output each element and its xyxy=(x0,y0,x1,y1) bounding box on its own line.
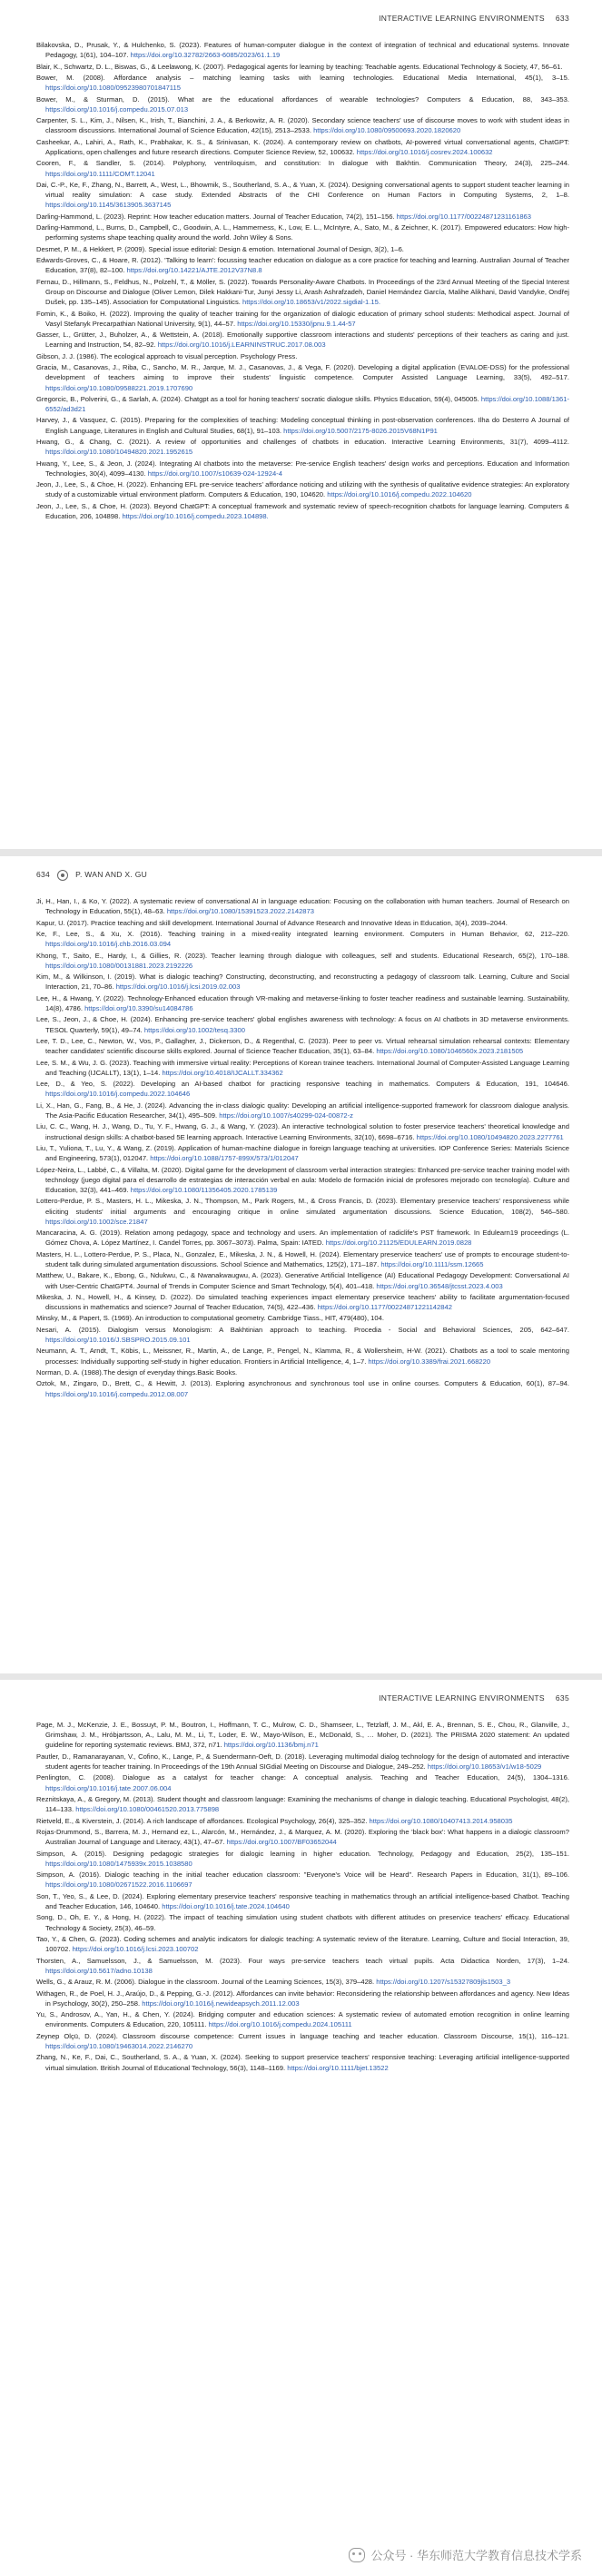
doi-link[interactable]: https://doi.org/10.1080/10494820.2021.1952615 xyxy=(45,448,193,457)
doi-link[interactable]: https://doi.org/10.1080/09500693.2020.1820620 xyxy=(313,126,461,135)
reference-entry xyxy=(36,1165,569,1196)
reference-entry xyxy=(36,1934,569,1954)
publisher-logo-icon xyxy=(57,870,68,881)
doi-link[interactable]: https://doi.org/10.1016/J.SBSPRO.2015.09.101 xyxy=(45,1336,191,1345)
reference-entry xyxy=(36,1079,569,1099)
doi-link[interactable]: https://doi.org/10.1177/00224871231161863 xyxy=(396,212,531,221)
doi-link[interactable]: https://doi.org/10.1016/j.lcsi.2023.100702 xyxy=(72,1945,199,1954)
reference-entry xyxy=(36,351,569,361)
reference-entry xyxy=(36,394,569,414)
doi-link[interactable]: https://doi.org/10.1177/00224871221142842 xyxy=(317,1303,452,1312)
reference-entry xyxy=(36,1143,569,1163)
reference-text: Lee, H., & Hwang, Y. (2022). Technology-Enhanced education through VR-making and metaverse-linking to foster teacher readiness and sustainable learning. Sustainability, 14(8), 4786. xyxy=(36,993,569,1012)
doi-link[interactable]: https://doi.org/10.1016/j.compedu.2012.08.007 xyxy=(45,1389,189,1398)
doi-link[interactable]: https://doi.org/10.1016/j.compedu.2022.104620 xyxy=(327,490,472,499)
reference-entry xyxy=(36,1249,569,1269)
doi-link[interactable]: https://doi.org/10.1002/sce.21847 xyxy=(45,1217,148,1226)
reference-entry xyxy=(36,1816,569,1826)
reference-entry xyxy=(36,972,569,992)
reference-text: Gregorcic, B., Polverini, G., & Sarlah, A. (2024). Chatgpt as a tool for honing teachers' socratic dialogue skills. Physics Education, 59(4), 045005. xyxy=(36,394,481,403)
reference-entry xyxy=(36,415,569,435)
reference-entry xyxy=(36,362,569,393)
reference-text: Lottero-Perdue, P. S., Masters, H. L., Mikeska, J. N., Thompson, M., Park Rogers, M., & Cross Francis, D. (2023). Elementary preservice teachers' responsiveness while eliciting students' initial arguments and encouraging critique in online simulated argumentation discussions. Science Education, 108(2), 546–580. xyxy=(36,1197,569,1216)
reference-text: Bower, M., & Sturman, D. (2015). What are the educational affordances of wearable technologies? Computers & Education, 88, 343–353. xyxy=(36,94,569,104)
doi-link[interactable]: https://doi.org/10.1007/BF03652044 xyxy=(226,1838,337,1847)
reference-text: Yu, S., Androsov, A., Yan, H., & Chen, Y. (2024). Bridging computer and education sciences: A systematic review of automated emotion recognition in online learning environments. Computers & Education, 220, 105111. xyxy=(36,2010,569,2029)
wechat-watermark xyxy=(349,2546,582,2563)
reference-entry xyxy=(36,1121,569,1141)
reference-entry xyxy=(36,255,569,275)
reference-entry xyxy=(36,1956,569,1976)
page-633 xyxy=(0,0,602,849)
reference-entry xyxy=(36,1772,569,1792)
reference-entry xyxy=(36,1313,569,1323)
reference-text: Simpson, A. (2015). Designing pedagogic strategies for dialogic learning in higher education. Technology, Pedagogy and Education, 25(2), 135–151. xyxy=(36,1849,569,1858)
reference-entry xyxy=(36,1270,569,1290)
reference-text: Tao, Y., & Chen, G. (2023). Coding schemes and analytic indicators for dialogic teaching: A systematic review of the literature. Learning, Culture and Social Interaction, 39, 100702. xyxy=(36,1934,569,1954)
reference-text: Desmet, P. M., & Hekkert, P. (2009). Special issue editorial: Design & emotion. International Journal of Design, 3(2), 1–6. xyxy=(36,244,404,253)
doi-link[interactable]: https://doi.org/10.32782/2663-6085/2023/61.1.19 xyxy=(130,51,281,60)
doi-link[interactable]: https://doi.org/10.5617/adno.10138 xyxy=(45,1966,153,1975)
reference-text: Kim, M., & Wilkinson, I. (2019). What is dialogic teaching? Constructing, deconstructing, and reconstructing a pedagogy of classroom talk. Learning, Culture and Social Interaction, 21, 70–86. xyxy=(36,972,569,992)
reference-text: Hwang, Y., Lee, S., & Jeon, J. (2024). Integrating AI chatbots into the metaverse: Pre-service English teachers' design works and perceptions. Education and Information Technologies, 30(4), 4099–4130. xyxy=(36,459,569,478)
reference-entry xyxy=(36,2009,569,2029)
doi-link[interactable]: https://doi.org/10.1080/00131881.2023.2192226 xyxy=(45,961,193,970)
reference-text: Rojas-Drummond, S., Barrera, M. J., Hernand ez, L., Alarcón, M., Hernández, J., & Marquez, A. M. (2020). Exploring the 'black box': What happens in a dialogic classroom? Australian Journal of Language and Literacy, 43(1), 47–67. xyxy=(36,1827,569,1847)
reference-text: Casheekar, A., Lahiri, A., Rath, K., Prabhakar, K. S., & Srinivasan, K. (2024). A contemporary review on chatbots, AI-powered virtual conversational agents, ChatGPT: Applications, open challenges and future research directions. Computer Science Review, 52, 100632. xyxy=(36,137,569,156)
doi-link[interactable]: https://doi.org/10.1080/1475939x.2015.1038580 xyxy=(45,1859,192,1868)
reference-entry xyxy=(36,212,569,222)
reference-entry xyxy=(36,2031,569,2051)
reference-entry xyxy=(36,479,569,499)
reference-text: Ji, H., Han, I., & Ko, Y. (2022). A systematic review of conversational AI in language education: Focusing on the collaboration with human teachers. Journal of Research on Technology in Education, 55(1), 48–63. xyxy=(36,897,569,916)
doi-link[interactable]: https://doi.org/10.14221/AJTE.2012V37N8.8 xyxy=(126,266,262,275)
doi-link[interactable]: https://doi.org/10.1016/j.tate.2007.06.004 xyxy=(45,1783,172,1792)
reference-entry xyxy=(36,244,569,254)
doi-link[interactable]: https://doi.org/10.1080/09523980701847115 xyxy=(45,84,181,93)
reference-text: López-Neira, L., Labbé, C., & Villalta, M. (2020). Digital game for the development of classroom verbal interaction strategies: Enhanced pre-service teacher training model with technology (juego digital para el desarrollo de estrategias de interacción verbal en aula: Modelo de formación inicial de profesores mejorado con tecnología). Culture and Education, 32(3), 441–469. xyxy=(36,1165,569,1194)
reference-entry xyxy=(36,1378,569,1398)
doi-link[interactable]: https://doi.org/10.1088/1757-899X/573/1/012047 xyxy=(150,1154,299,1163)
reference-text: Bower, M. (2008). Affordance analysis – matching learning tasks with learning technologies. Educational Media International, 45(1), 3–15. xyxy=(36,73,569,82)
page-number: 633 xyxy=(555,14,569,23)
reference-entry xyxy=(36,2052,569,2072)
reference-text: Li, X., Han, G., Fang, B., & He, J. (2024). Advancing the in-class dialogic quality: Developing an artificial intelligence-supported framework for classroom dialogue analysis. The Asia-Pacific Education Researcher, 34(1), 495–509. xyxy=(36,1100,569,1120)
reference-entry xyxy=(36,1977,569,1987)
reference-text: Neumann, A. T., Arndt, T., Köbis, L., Meissner, R., Martin, A., de Lange, P., Pengel, N., Klamma, R., & Wollersheim, H-W. (2021). Chatbots as a tool to scale mentoring processes: Individually supporting self-study in higher education. Frontiers in Artificial Intelligence, 4, 1–7. xyxy=(36,1347,569,1366)
reference-text: Darling-Hammond, L. (2023). Reprint: How teacher education matters. Journal of Teacher Education, 74(2), 151–156. xyxy=(36,212,397,221)
doi-link[interactable]: https://doi.org/10.1016/j.cosrev.2024.100632 xyxy=(356,147,493,156)
reference-entry xyxy=(36,62,569,72)
reference-entry xyxy=(36,1989,569,2008)
reference-entry xyxy=(36,94,569,114)
reference-text: Gasser, L., Grütter, J., Buholzer, A., & Wettstein, A. (2018). Emotionally supportive classroom interactions and students' perceptions of their teachers as caring and just. Learning and Instruction, 54, 82–92. xyxy=(36,331,569,350)
reference-entry xyxy=(36,1720,569,1751)
reference-text: Zhang, N., Ke, F., Dai, C., Southerland, S. A., & Yuan, X. (2024). Seeking to support preservice teachers' responsive teaching: Leveraging artificial intelligence-supported virtual simulation. British Journal of Educational Technology, 56(3), 1148–1169. xyxy=(36,2053,569,2072)
reference-text: Oztok, M., Zingaro, D., Brett, C., & Hewitt, J. (2013). Exploring asynchronous and synchronous tool use in online courses. Computers & Education, 60(1), 87–94. xyxy=(36,1379,569,1388)
reference-text: Mikeska, J. N., Howell, H., & Kinsey, D. (2022). Do simulated teaching experiences impact elementary preservice teachers' ability to facilitate argumentation-focused discussions in mathematics and science? Journal of Teacher Education, 74(5), 422–436. xyxy=(36,1292,569,1312)
journal-title: INTERACTIVE LEARNING ENVIRONMENTS xyxy=(379,1693,545,1703)
reference-entry xyxy=(36,1228,569,1248)
reference-text: Jeon, J., Lee, S., & Choe, H. (2023). Beyond ChatGPT: A conceptual framework and systematic review of speech-recognition chatbots for language learning. Computers & Education, 206, 104898. xyxy=(36,501,569,521)
reference-text: Bilakovska, D., Prusak, Y., & Hulchenko, S. (2023). Features of human-computer dialogue in the context of integration of technical and educational systems. Innovate Pedagogy, 1(61), 104–107. xyxy=(36,41,569,60)
reference-entry xyxy=(36,1891,569,1911)
doi-link[interactable]: https://doi.org/10.1080/09588221.2019.1707690 xyxy=(45,383,193,392)
reference-text: Lee, T. D., Lee, C., Newton, W., Vos, P., Gallagher, J., Dickerson, D., & Regenthal, C. (2023). Peer to peer vs. Virtual rehearsal simulation rehearsal contexts: Elementary teacher candidates' scientific discourse skills explored. Journal of Science Teacher Education, 35(1), 63–84. xyxy=(36,1036,569,1056)
reference-text: Edwards-Groves, C., & Hoare, R. (2012). 'Talking to learn': focussing teacher education on dialogue as a core practice for teaching and learning. Australian Journal of Teacher Education, 37(8), 82–100. xyxy=(36,256,569,275)
reference-text: Thorsten, A., Samuelsson, J., & Samuelsson, M. (2023). Four ways pre-service teachers teach virtual pupils. Acta Didactica Norden, 17(3), 1–24. xyxy=(36,1956,569,1965)
reference-entry xyxy=(36,918,569,928)
wechat-icon xyxy=(349,2548,365,2562)
doi-link[interactable]: https://doi.org/10.1016/j.compedu.2023.104898. xyxy=(122,512,269,521)
reference-entry xyxy=(36,1849,569,1869)
doi-link[interactable]: https://doi.org/10.1016/j.compedu.2015.07.013 xyxy=(45,104,189,114)
doi-link[interactable]: https://doi.org/10.1080/00461520.2013.775898 xyxy=(75,1805,220,1814)
doi-link[interactable]: https://doi.org/10.1080/10494820.2023.2277761 xyxy=(416,1132,564,1141)
reference-text: Harvey, J., & Vasquez, C. (2015). Preparing for the complexities of teaching: Modeling conceptual thinking in post-observation conferences. Ilha do Desterro A Journal of English Language, Literatures in English and Cultural Studies, 68(1), 91–103. xyxy=(36,416,569,435)
reference-text: Lee, S. M., & Wu, J. G. (2023). Teaching with immersive virtual reality: Perceptions of Korean trainee teachers. International Journal of Computer-Assisted Language Learning and Teaching (IJCALLT), 13(1), 1–14. xyxy=(36,1058,569,1077)
doi-link[interactable]: https://doi.org/10.1111/COMT.12041 xyxy=(45,169,155,178)
reference-list xyxy=(36,40,569,521)
reference-entry xyxy=(36,929,569,949)
reference-entry xyxy=(36,1912,569,1932)
reference-text: Masters, H. L., Lottero-Perdue, P. S., Placa, N., Gonzalez, E., Mikeska, J. N., & Howell, H. (2024). Elementary preservice teachers' use of prompts to encourage student-to-student talk during simulated argumentation discussions. School Science and Mathematics, 125(2), 171–187. xyxy=(36,1249,569,1268)
reference-text: Lee, D., & Yeo, S. (2022). Developing an AI-based chatbot for practicing responsive teaching in mathematics. Computers & Education, 191, 104646. xyxy=(36,1080,569,1089)
page-634 xyxy=(0,856,602,1673)
doi-link[interactable]: https://doi.org/10.1080/19463014.2022.2146270 xyxy=(45,2041,193,2050)
reference-text: Reznitskaya, A., & Gregory, M. (2013). Student thought and classroom language: Examining the mechanisms of change in dialogic teaching. Educational Psychologist, 48(2), 114–133. xyxy=(36,1794,569,1814)
reference-text: Jeon, J., Lee, S., & Choe, H. (2022). Enhancing EFL pre-service teachers' affordance noticing and utilizing with the synthesis of qualitative evidence strategies: An exploratory study of a customizable virtual environment platform. Computers & Education, 190, 104620. xyxy=(36,480,569,499)
reference-entry xyxy=(36,951,569,971)
reference-text: Liu, T., Yuliona, T., Lu, Y., & Wang, Z. (2019). Application of human-machine dialogue in foreign language teaching at universities. IOP Conference Series: Materials Science and Engineering, 573(1), 012047. xyxy=(36,1143,569,1163)
reference-entry xyxy=(36,1036,569,1056)
reference-entry xyxy=(36,115,569,135)
doi-link[interactable]: https://doi.org/10.1007/s40299-024-00872-z xyxy=(219,1110,353,1120)
page-635 xyxy=(0,1680,602,2576)
journal-title: INTERACTIVE LEARNING ENVIRONMENTS xyxy=(379,14,545,23)
reference-entry xyxy=(36,501,569,521)
reference-text: Withagen, R., de Poel, H. J., Araújo, D., & Pepping, G.-J. (2012). Affordances can invite behavior: Reconsidering the relationship between affordances and agency. New Ideas in Psychology, 30(2), 250–258. xyxy=(36,1989,569,2008)
reference-text: Darling-Hammond, L., Burns, D., Campbell, C., Goodwin, A. L., Hammerness, K., Low, E. L., McIntyre, A., Sato, M., & Zeichner, K. (2017). Empowered educators: How high-performing systems shape teaching quality around the world. John Wiley & Sons. xyxy=(36,223,569,242)
reference-text: Simpson, A. (2016). Dialogic teaching in the initial teacher education classroom: "Everyone's Voice will be Heard". Research Papers in Education, 31(1), 89–106. xyxy=(36,1870,569,1880)
doi-link[interactable]: https://doi.org/10.1145/3613905.3637145 xyxy=(45,201,172,210)
reference-entry xyxy=(36,1292,569,1312)
doi-link[interactable]: https://doi.org/10.1016/j.chb.2016.03.094 xyxy=(45,940,172,949)
doi-link[interactable]: https://doi.org/10.1080/1046560x.2023.2181505 xyxy=(376,1047,524,1056)
reference-text: Rietveld, E., & Kiverstein, J. (2014). A rich landscape of affordances. Ecological Psychology, 26(4), 325–352. xyxy=(36,1816,370,1825)
doi-link[interactable]: https://doi.org/10.3390/su14084786 xyxy=(84,1003,193,1012)
reference-text: Lee, S., Jeon, J., & Choe, H. (2024). Enhancing pre-service teachers' global englishes awareness with technology: A focus on AI chatbots in 3D metaverse environments. TESOL Quarterly, 59(1), 49–74. xyxy=(36,1015,569,1034)
reference-text: Minsky, M., & Papert, S. (1969). An introduction to computational geometry. Cambridge Tiass., HIT, 479(480), 104. xyxy=(36,1314,384,1323)
reference-entry xyxy=(36,330,569,350)
reference-text: Mancaracina, A. G. (2019). Relation among pedagogy, space and technology and users. An implementation of radiclife's PST framework. In Edulearn19 proceedings (L. Gómez Chova, A. López Martínez, I. Candel Torres, pp. 3067–3073). Palma, Spain: IATED. xyxy=(36,1229,569,1248)
doi-link[interactable]: https://doi.org/10.15330/jpnu.9.1.44-57 xyxy=(237,319,356,328)
reference-text: Song, D., Oh, E. Y., & Hong, H. (2022). The impact of teaching simulation using student chatbots with different attitudes on preservice teachers' efficacy. Educational Technology & Society, 25(3), 46–59. xyxy=(36,1913,569,1932)
doi-link[interactable]: https://doi.org/10.1016/j.tate.2024.104640 xyxy=(162,1901,290,1910)
doi-link[interactable]: https://doi.org/10.1136/bmj.n71 xyxy=(223,1741,319,1750)
doi-link[interactable]: https://doi.org/10.3389/frai.2021.668220 xyxy=(368,1357,491,1366)
reference-entry xyxy=(36,459,569,479)
doi-link[interactable]: https://doi.org/10.1016/j.compedu.2022.104646 xyxy=(45,1090,191,1099)
doi-link[interactable]: https://doi.org/10.21125/EDULEARN.2019.0828 xyxy=(325,1239,472,1248)
reference-text: Matthew, U., Bakare, K., Ebong, G., Ndukwu, C., & Nwanakwaugwu, A. (2023). Generative Artificial Intelligence (AI) Educational Pedagogy Development: Conversational AI with User-Centric ChatGPT4. Journal of Trends in Computer Science and Smart Technology, 5(4), 401–418. xyxy=(36,1271,569,1290)
reference-text: Khong, T., Saito, E., Hardy, I., & Gillies, R. (2023). Teacher learning through dialogue with colleagues, self and students. Educational Research, 65(2), 170–188. xyxy=(36,951,569,960)
reference-entry xyxy=(36,1100,569,1120)
reference-list xyxy=(36,896,569,1399)
reference-entry xyxy=(36,1367,569,1377)
reference-text: Nesari, A. (2015). Dialogism versus Monologism: A Bakhtinian approach to teaching. Procedia - Social and Behavioral Sciences, 205, 642–647. xyxy=(36,1325,569,1334)
reference-entry xyxy=(36,1014,569,1034)
doi-link[interactable]: https://doi.org/10.1080/15391523.2022.2142873 xyxy=(166,907,314,916)
doi-link[interactable]: https://doi.org/10.36548/jtcsst.2023.4.003 xyxy=(376,1281,503,1290)
doi-link[interactable]: https://doi.org/10.1016/j.compedu.2024.105111 xyxy=(208,2020,352,2029)
reference-entry xyxy=(36,137,569,157)
reference-entry xyxy=(36,158,569,178)
reference-entry xyxy=(36,1794,569,1814)
reference-entry xyxy=(36,1346,569,1366)
doi-link[interactable]: https://doi.org/10.1016/j.LEARNINSTRUC.2017.08.003 xyxy=(157,341,326,350)
doi-link[interactable]: https://doi.org/10.4018/IJCALLT.334362 xyxy=(162,1068,283,1077)
doi-link[interactable]: https://doi.org/10.1016/j.newideapsych.2011.12.003 xyxy=(142,1999,300,2008)
doi-link[interactable]: https://doi.org/10.1002/tesq.3300 xyxy=(143,1025,245,1034)
reference-text: Gracia, M., Casanovas, J., Riba, C., Sancho, M. R., Jarque, M. J., Casanovas, J., & Vega, F. (2020). Developing a digital application (EVALOE-DSS) for the professional development of teachers aiming to improve their students' linguistic competence. Computer Assisted Language Learning, 33(5), 492–517. xyxy=(36,363,569,382)
reference-entry xyxy=(36,1870,569,1890)
reference-text: Carpenter, S. L., Kim, J., Nilsen, K., Irish, T., Bianchini, J. A., & Berkowitz, A. R. (2020). Secondary science teachers' use of discourse moves to work with student ideas in classroom discussions. International Journal of Science Education, 42(15), 2513–2533. xyxy=(36,116,569,135)
doi-link[interactable]: https://doi.org/10.1016/j.lcsi.2019.02.003 xyxy=(115,982,241,992)
page-number: 635 xyxy=(555,1693,569,1703)
reference-entry xyxy=(36,1196,569,1227)
doi-link[interactable]: https://doi.org/10.1207/s15327809jls1503_3 xyxy=(376,1978,511,1987)
reference-entry xyxy=(36,1752,569,1772)
reference-text: Blair, K., Schwartz, D. L., Biswas, G., & Leelawong, K. (2007). Pedagogical agents for learning by teaching: Teachable agents. Educational Technology & Society, 47, 56–61. xyxy=(36,62,563,71)
running-header xyxy=(36,0,569,36)
reference-entry xyxy=(36,1058,569,1078)
doi-link[interactable]: https://doi.org/10.1080/02671522.2016.1106697 xyxy=(45,1880,192,1890)
doi-link[interactable]: https://doi.org/10.1080/10407413.2014.958035 xyxy=(369,1816,513,1825)
reference-entry xyxy=(36,1325,569,1345)
reference-entry xyxy=(36,73,569,93)
reference-text: Dai, C.-P., Ke, F., Zhang, N., Barrett, A., West, L., Bhowmik, S., Southerland, S. A., & Yuan, X. (2024). Designing conversational agents to support student teacher learning in virtual reality simulation: A case study. Extended Abstracts of the CHI Conference on Human Factors in Computing Systems, 2, 1–8. xyxy=(36,180,569,200)
reference-text: Liu, C. C., Wang, H. J., Wang, D., Tu, Y. F., Hwang, G. J., & Wang, Y. (2023). An interactive technological solution to foster preservice teachers' theoretical knowledge and instructional design skills: A chatbot-based 5E learning approach. Interactive Learning Environments, 32(10), 6698–6716. xyxy=(36,1122,569,1141)
doi-link[interactable]: https://doi.org/10.5007/2175-8026.2015V68N1P91 xyxy=(283,426,438,435)
reference-text: Fomin, K., & Boiko, H. (2022). Improving the quality of teacher training for the organization of dialogic education of primary school students: Methodical aspect. Journal of Vasyl Stefanyk Precarpathian National University, 9(1), 44–57. xyxy=(36,309,569,328)
doi-link[interactable]: https://doi.org/10.1088/1361-6552/ad3d21 xyxy=(45,394,569,414)
reference-text: Hwang, G., & Chang, C. (2021). A review of opportunities and challenges of chatbots in education. Interactive Learning Environments, 31(7), 4099–4112. xyxy=(36,438,569,447)
reference-text: Son, T., Yeo, S., & Lee, D. (2024). Exploring elementary preservice teachers' responsive teaching in mathematics through an artificial intelligence-based Chatbot. Teaching and Teacher Education, 146, 104640. xyxy=(36,1891,569,1910)
reference-text: Pautler, D., Ramanarayanan, V., Cofino, K., Lange, P., & Suendermann-Oeft, D. (2018). Leveraging multimodal dialog technology for the design of automated and interactive student agents for teacher training. In Proceedings of the 19th Annual SIGdial Meeting on Discourse and Dialogue, 249–252. xyxy=(36,1752,569,1771)
author-names: P. WAN AND X. GU xyxy=(75,870,148,879)
reference-entry xyxy=(36,1827,569,1847)
doi-link[interactable]: https://doi.org/10.18653/v1/2022.sigdial-1.15. xyxy=(242,298,380,307)
reference-entry xyxy=(36,993,569,1013)
reference-entry xyxy=(36,180,569,211)
reference-text: Ke, F., Lee, S., & Xu, X. (2016). Teaching training in a mixed-reality integrated learning environment. Computers in Human Behavior, 62, 212–220. xyxy=(36,929,569,938)
reference-text: Zeynep Olçü, D. (2024). Classroom discourse competence: Current issues in language teaching and teacher education. Classroom Discourse, 15(1), 116–121. xyxy=(36,2031,569,2040)
reference-text: Penlington, C. (2008). Dialogue as a catalyst for teacher change: A conceptual analysis. Teaching and Teacher Education, 24(5), 1304–1316. xyxy=(36,1773,569,1782)
doi-link[interactable]: https://doi.org/10.1111/bjet.13522 xyxy=(287,2063,389,2072)
doi-link[interactable]: https://doi.org/10.18653/v1/w18-5029 xyxy=(427,1762,542,1771)
reference-text: Norman, D. A. (1988).The design of everyday things.Basic Books. xyxy=(36,1368,238,1377)
watermark-text: 公众号 · 华东师范大学教育信息技术学系 xyxy=(370,2549,582,2562)
doi-link[interactable]: https://doi.org/10.1007/s10639-024-12924-4 xyxy=(147,469,282,478)
reference-entry xyxy=(36,437,569,457)
page-number: 634 xyxy=(36,870,51,879)
reference-text: Fernau, D., Hillmann, S., Feldhus, N., Polzehl, T., & Möller, S. (2022). Towards Personality-Aware Chatbots. In Proceedings of the 23rd Annual Meeting of the Special Interest Group on Discourse and Dialogue (Oliver Lemon, Dilek Hakkani-Tur, Junyi Jessy Li, Arash Ashrafzadeh, Daniel Hernández García, Malihe Alikhani, David Vandyke, Ondřej Dušek, pp. 135–145). Association for Computational Linguistics. xyxy=(36,277,569,307)
reference-entry xyxy=(36,896,569,916)
doi-link[interactable]: https://doi.org/10.1111/ssm.12665 xyxy=(380,1259,484,1268)
doi-link[interactable]: https://doi.org/10.1080/11356405.2020.1785139 xyxy=(130,1185,278,1194)
running-header xyxy=(36,856,569,893)
reference-entry xyxy=(36,40,569,60)
reference-text: Page, M. J., McKenzie, J. E., Bossuyt, P. M., Boutron, I., Hoffmann, T. C., Mulrow, C. D., Shamseer, L., Tetzlaff, J. M., Akl, E. A., Brennan, S. E., Chou, R., Glanville, J., Grimshaw, J. M., Hróbjartsson, A., Lalu, M. M., Li, T., Loder, E. W., Mayo-Wilson, E., McDonald, S., … Moher, D. (2021). The PRISMA 2020 statement: An updated guideline for reporting systematic reviews. BMJ, 372, n71. xyxy=(36,1721,569,1750)
reference-list xyxy=(36,1720,569,2073)
reference-entry xyxy=(36,309,569,329)
reference-text: Cooren, F., & Sandler, S. (2014). Polyphony, ventriloquism, and constitution: In dialogue with Bakhtin. Communication Theory, 24(3), 225–244. xyxy=(36,159,569,168)
reference-entry xyxy=(36,222,569,242)
running-header xyxy=(36,1680,569,1716)
reference-text: Kapur, U. (2017). Practice teaching and skill development. International Journal of Advance Research and Innovative Ideas in Education, 3(4), 2039–2044. xyxy=(36,918,508,927)
reference-text: Wells, G., & Arauz, R. M. (2006). Dialogue in the classroom. Journal of the Learning Sciences, 15(3), 379–428. xyxy=(36,1978,377,1987)
reference-entry xyxy=(36,277,569,308)
reference-text: Gibson, J. J. (1986). The ecological approach to visual perception. Psychology Press. xyxy=(36,351,298,360)
